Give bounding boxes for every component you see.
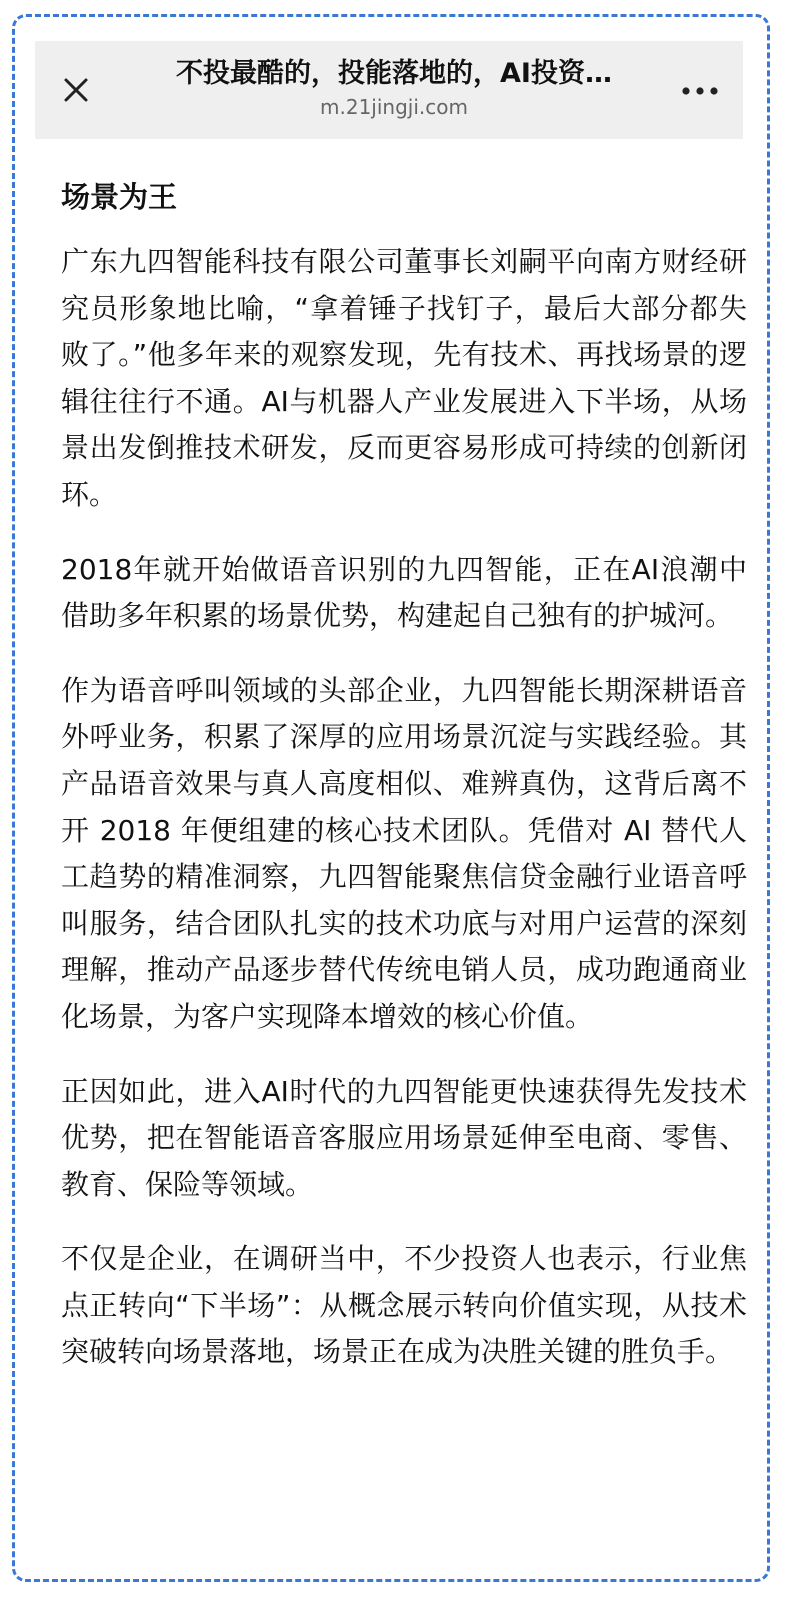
article-content: [61, 167, 747, 1404]
article-paragraph-5: 不仅是企业，在调研当中，不少投资人也表示，行业焦点正转向“下半场”：从概念展示转向价值实现，从技术突破转向场景落地，场景正在成为决胜关键的胜负手。: [61, 1242, 747, 1369]
article-paragraph-3: 作为语音呼叫领域的头部企业，九四智能长期深耕语音外呼业务，积累了深厚的应用场景沉淀与实践经验。其产品语音效果与真人高度相似、难辨真伪，这背后离不开 2018 年便组建的核心技术团队。凭借对 AI 替代人工趋势的精准洞察，九四智能聚焦信贷金融行业语音呼叫服务，结合团队扎实的技术功底与对用户运营的深刻理解，推动产品逐步替代传统电销人员，成功跑通商业化场景，为客户实现降本增效的核心价值。: [61, 673, 747, 1033]
article-paragraph-1: 广东九四智能科技有限公司董事长刘嗣平向南方财经研究员形象地比喻，“拿着锤子找钉子，最后大部分都失败了。”他多年来的观察发现，先有技术、再找场景的逻辑往往行不通。AI与机器人产业发展进入下半场，从场景出发倒推技术研发，反而更容易形成可持续的创新闭环。: [61, 245, 747, 511]
more-dots-icon: [675, 69, 725, 109]
page-url: m.21jingji.com: [320, 95, 468, 119]
article-paragraph-4: 正因如此，进入AI时代的九四智能更快速获得先发技术优势，把在智能语音客服应用场景延伸至电商、零售、教育、保险等领域。: [61, 1074, 747, 1201]
page-title: 不投最酷的，投能落地的，AI投资…: [176, 58, 612, 89]
screenshot-frame: [12, 14, 770, 1582]
section-title: 场景为王: [61, 180, 178, 214]
title-area: [125, 49, 663, 119]
article-paragraph-2: 2018年就开始做语音识别的九四智能，正在AI浪潮中借助多年积累的场景优势，构建起自己独有的护城河。: [61, 552, 747, 633]
close-icon: [57, 71, 95, 109]
close-button[interactable]: [57, 71, 95, 109]
browser-top-bar: [35, 41, 743, 139]
more-options-button[interactable]: [675, 69, 725, 109]
